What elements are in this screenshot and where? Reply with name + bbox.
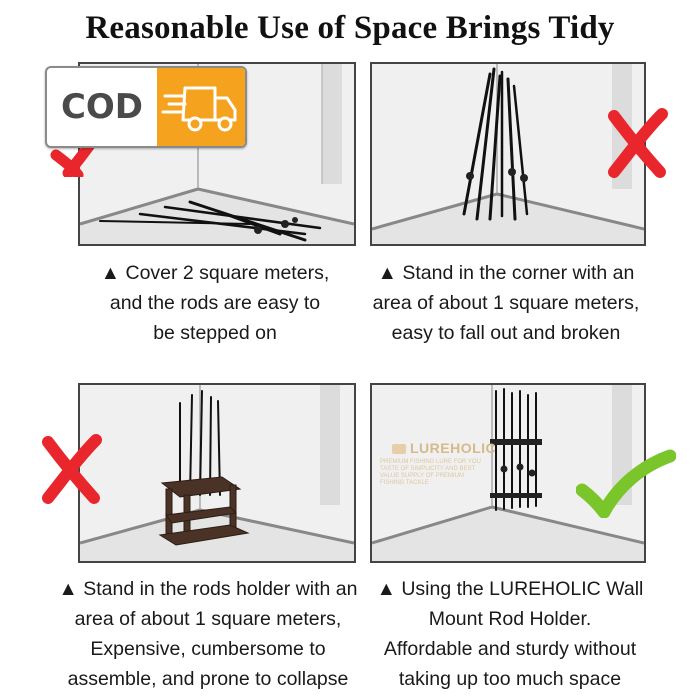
- room-holder-illustration: [80, 385, 354, 561]
- delivery-truck-icon: [157, 68, 245, 146]
- caption-wall-mount: [368, 574, 652, 694]
- cross-icon: [604, 108, 670, 178]
- check-icon: [576, 448, 676, 518]
- cod-label: COD: [60, 87, 144, 127]
- caption-line: Expensive, cumbersome to: [90, 638, 326, 660]
- caption-line: ▲ Cover 2 square meters,: [100, 262, 330, 284]
- caption-holder: [40, 574, 376, 694]
- caption-line: and the rods are easy to: [109, 292, 321, 314]
- caption-line: assemble, and prone to collapse: [67, 668, 349, 690]
- caption-line: area of about 1 square meters,: [74, 608, 342, 630]
- caption-line: ▲ Stand in the rods holder with an: [58, 578, 358, 600]
- caption-corner: [360, 258, 652, 348]
- caption-line: area of about 1 square meters,: [372, 292, 640, 314]
- truck-panel: [157, 68, 245, 146]
- caption-line: ▲ Using the LUREHOLIC Wall: [376, 578, 644, 600]
- brand-logo: [392, 440, 496, 456]
- caption-line: be stepped on: [153, 322, 277, 344]
- brand-name: LUREHOLIC: [410, 440, 497, 456]
- cod-badge: [45, 66, 247, 148]
- panel-holder: [78, 383, 356, 563]
- caption-line: ▲ Stand in the corner with an: [377, 262, 635, 284]
- brand-tagline: PREMIUM FISHING LURE FOR YOU TASTE OF SIMPLICITY AND BEST VALUE SUPPLY OF PREMIUM FISHING TACKLE: [380, 459, 481, 486]
- caption-line: easy to fall out and broken: [391, 322, 621, 344]
- cross-icon: [38, 434, 104, 504]
- caption-line: Affordable and sturdy without: [383, 638, 637, 660]
- caption-floor: [78, 258, 352, 348]
- page-title: Reasonable Use of Space Brings Tidy: [85, 10, 615, 46]
- caption-line: Mount Rod Holder.: [428, 608, 592, 630]
- brand-icon: [392, 444, 406, 454]
- caption-line: taking up too much space: [398, 668, 622, 690]
